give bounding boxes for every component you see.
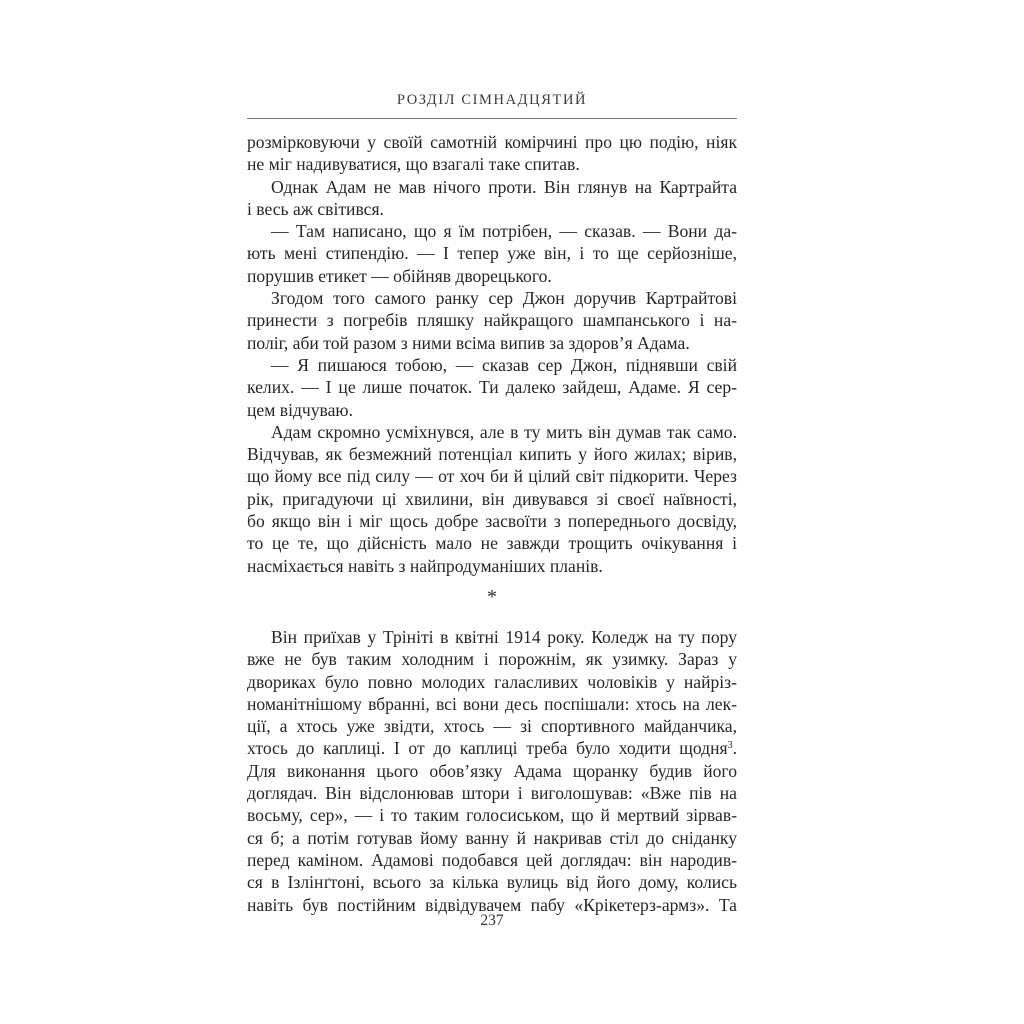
text-line: [247, 626, 737, 648]
text-line: [247, 693, 737, 715]
text-line-content: Він приїхав у Трініті в квітні 1914 року. Коледж на ту пору: [271, 627, 737, 647]
text-line-content: Однак Адам не мав нічого проти. Він глянув на Картрайта: [271, 176, 737, 197]
text-line: [247, 332, 737, 354]
text-line: [247, 827, 737, 849]
text-line: [247, 176, 737, 198]
text-line-content: — Я пишаюся тобою, — сказав сер Джон, піднявши свій: [271, 354, 737, 375]
text-line-content: навіть був постійним відвідувачем пабу «Крікетерз-армз». Та: [247, 894, 737, 915]
text-line: [247, 555, 737, 577]
text-line: [247, 804, 737, 826]
text-line-trail: .: [732, 738, 737, 759]
header-rule: [247, 118, 737, 119]
text-line-content: рік, пригадуючи ці хвилини, він дивувався зі своєї наївності,: [247, 488, 737, 509]
text-line-content: що йому все під силу — от хоч би й цілий світ підкорити. Через: [247, 466, 737, 487]
text-line: [247, 242, 737, 264]
text-line-content: номанітнішому вбранні, всі вони десь поспішали: хтось на лек-: [247, 693, 737, 714]
text-line-content: хтось до каплиці. І от до каплиці треба було ходити щодня: [247, 738, 728, 759]
body-text-section-2: [247, 626, 737, 916]
text-line: [247, 465, 737, 487]
text-line-content: восьму, сер», — і то таким голосиськом, що й мертвий зірвав-: [247, 805, 737, 826]
text-line: [247, 849, 737, 871]
text-line: [247, 782, 737, 804]
text-line-content: двориках було повно молодих галасливих чоловіків у найріз-: [247, 671, 737, 692]
text-line-content: Адам скромно усміхнувся, але в ту мить він думав так само.: [271, 421, 737, 442]
text-line-content: ся в Ізлінґтоні, всього за кілька вулиць від його дому, колись: [247, 872, 737, 893]
text-line-content: принести з погребів пляшку найкращого шампанського і на-: [247, 310, 737, 331]
text-line: [247, 532, 737, 554]
text-line: [247, 220, 737, 242]
text-line: [247, 376, 737, 398]
text-line: [247, 399, 737, 421]
text-line: [247, 715, 737, 737]
text-line-content: — Там написано, що я їм потрібен, — сказав. — Вони да-: [271, 221, 737, 242]
text-line: [247, 737, 737, 759]
footnote-marker[interactable]: 3: [727, 740, 733, 752]
text-line-content: розмірковуючи у своїй самотній комірчині про цю подію, ніяк: [247, 132, 737, 152]
text-line-content: перед каміном. Адамові подобався цей доглядач: він народив-: [247, 849, 737, 870]
running-head: РОЗДІЛ СІМНАДЦЯТИЙ: [396, 92, 588, 108]
text-line: [247, 510, 737, 532]
text-line: [247, 131, 737, 153]
text-line-content: ся б; а потім готував йому ванну й накривав стіл до сніданку: [247, 827, 737, 848]
text-line-content: вже не був таким холодним і порожнім, як узимку. Зараз у: [247, 649, 737, 670]
text-line: [247, 488, 737, 510]
text-line-content: ції, а хтось уже звідти, хтось — зі спортивного майданчика,: [247, 716, 737, 737]
text-line: [247, 871, 737, 893]
text-line-content: поліг, аби той разом з ними всіма випив за здоров’я Адама.: [247, 332, 690, 353]
text-line-content: не міг надивуватися, що взагалі таке спитав.: [247, 154, 580, 175]
text-line: [247, 648, 737, 670]
text-line: [247, 265, 737, 287]
text-line-content: Для виконання цього обов’язку Адама щоранку будив його: [247, 760, 737, 781]
text-line-content: порушив етикет — обійняв дворецького.: [247, 265, 552, 286]
text-line-content: келих. — І це лише початок. Ти далеко зайдеш, Адаме. Я сер-: [247, 377, 737, 398]
text-line-content: і весь аж світився.: [247, 198, 384, 219]
text-line-content: бо якщо він і міг щось добре засвоїти з попереднього досвіду,: [247, 511, 737, 532]
text-line-content: Відчував, як безмежний потенціал кипить у його жилах; вірив,: [247, 444, 737, 465]
section-separator-asterisk: *: [487, 586, 497, 608]
page-number: 237: [480, 912, 504, 929]
text-line-content: цем відчуваю.: [247, 399, 353, 420]
text-line-content: доглядач. Він відслонював штори і виголошував: «Вже пів на: [247, 783, 737, 804]
text-line-content: ють мені стипендію. — І тепер уже він, і то ще серйозніше,: [247, 243, 737, 264]
text-line-content: Згодом того самого ранку сер Джон доручив Картрайтові: [271, 288, 737, 309]
text-line: [247, 421, 737, 443]
body-text-section-1: [247, 131, 737, 577]
text-line-content: насміхається навіть з найпродуманіших планів.: [247, 555, 603, 576]
text-line: [247, 671, 737, 693]
text-line: [247, 198, 737, 220]
text-line: [247, 443, 737, 465]
text-line: [247, 354, 737, 376]
text-line: [247, 153, 737, 175]
text-line: [247, 760, 737, 782]
text-line: [247, 309, 737, 331]
text-line-content: то це те, що дійсність мало не завжди трощить очікування і: [247, 533, 737, 554]
text-line: [247, 287, 737, 309]
